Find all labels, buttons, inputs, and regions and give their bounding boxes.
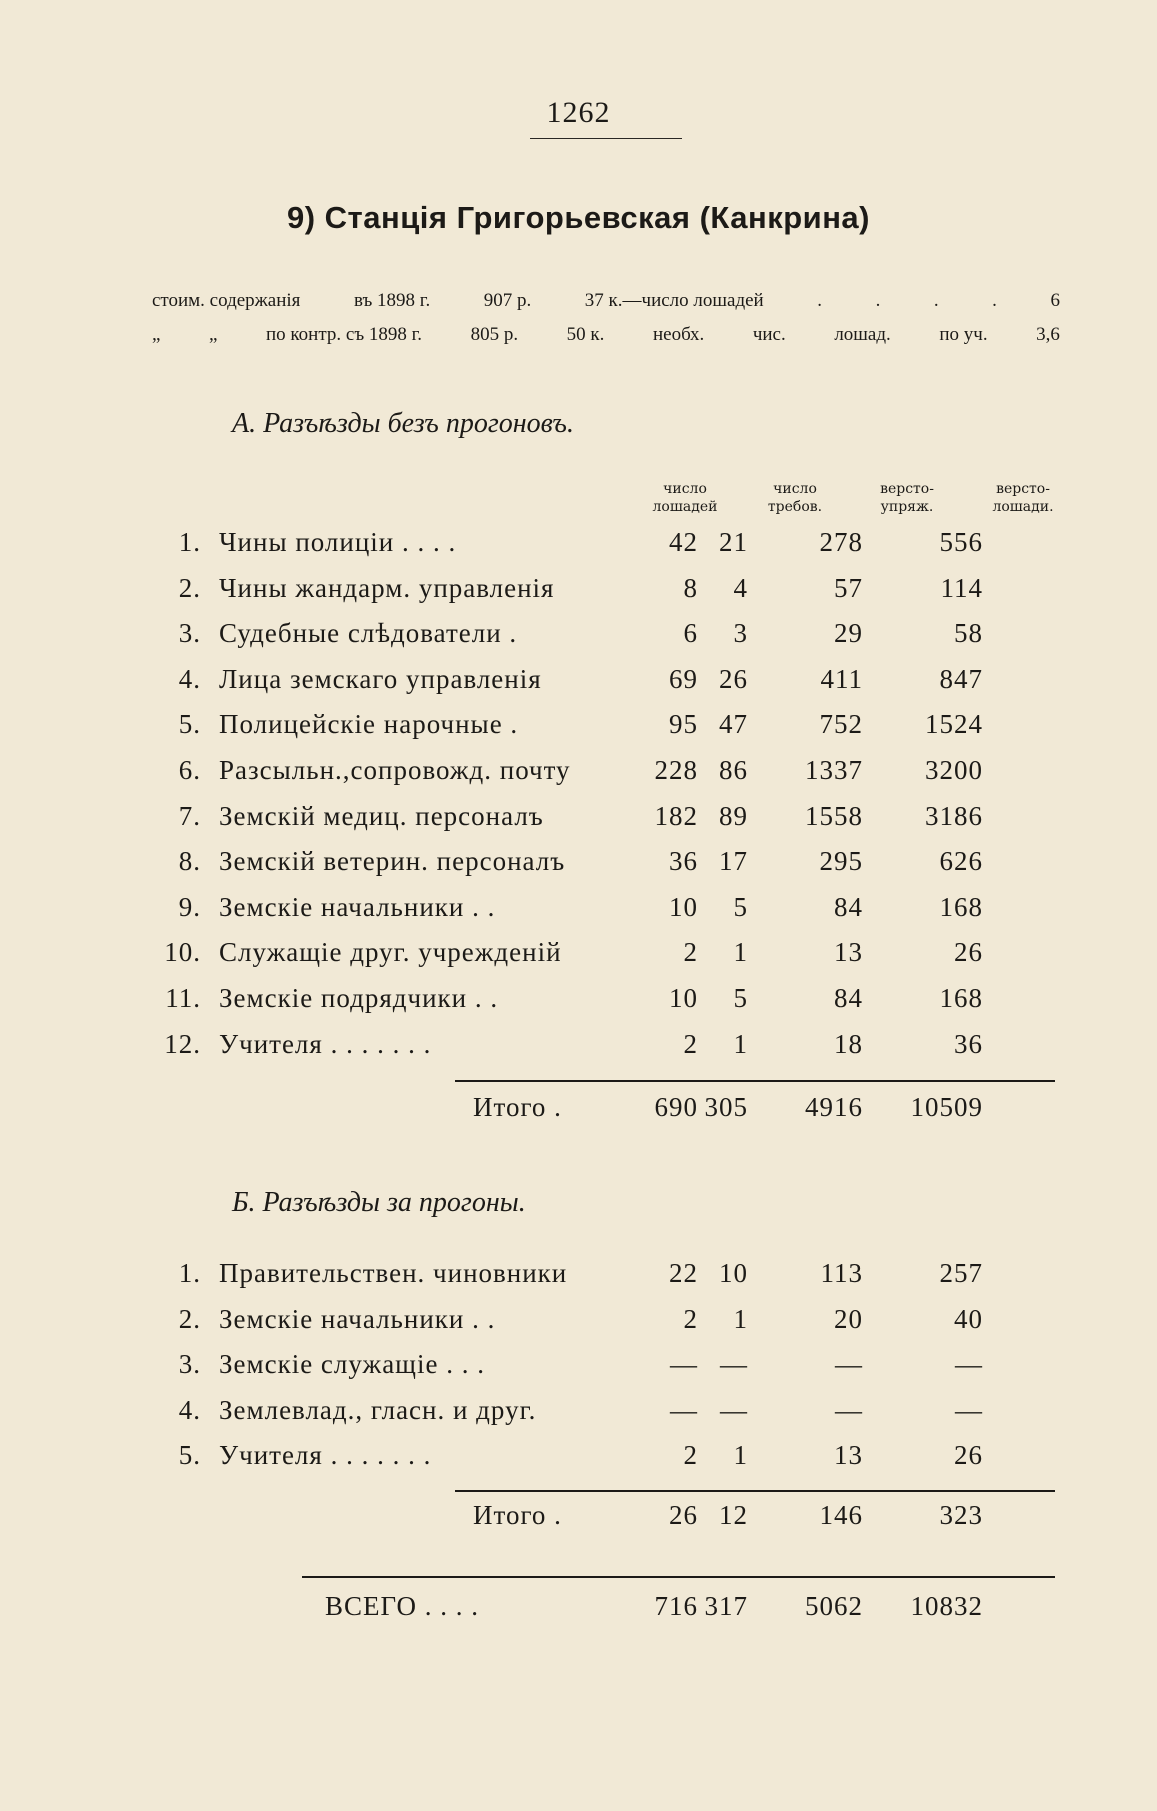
row-value-verst-teams: 20 [834,1303,863,1334]
row-number: 3. [178,618,201,649]
grand-total-cell: 10832 [910,1591,983,1621]
row-value-verst-horses: 556 [939,527,983,557]
row-value-horses: — [670,1394,698,1425]
column-header-line: требов. [767,499,823,515]
info-item: . [992,290,997,311]
row-label: Земскій ветерин. персоналъ [219,846,566,877]
row-value-verst-teams: 84 [834,891,863,922]
column-header-verst-teams [852,480,962,516]
row-value-verst-horses: 3186 [925,800,983,831]
row-value-horses: 36 [669,846,698,877]
row-number: 10. [164,937,201,968]
row-value-requests: 26 [719,663,748,694]
info-item: „ [152,324,161,345]
row-value-verst-horses: — [955,1394,983,1425]
section-b-total-row [145,1500,1065,1540]
row-label: Учителя . . . . . . . [219,1440,432,1470]
row-number: 12. [164,1028,201,1059]
table-row [145,1440,1065,1480]
table-row [145,983,1065,1023]
grand-total-row [145,1591,1065,1631]
row-value-verst-teams: 278 [819,527,863,557]
row-value-requests: — [720,1349,748,1379]
total-cell: 690 [654,1092,698,1122]
table-row [145,618,1065,658]
info-item: . [817,290,823,311]
row-number: 9. [178,891,201,922]
row-number: 3. [178,1349,201,1379]
row-value-verst-teams: — [835,1349,863,1379]
grand-total-rule [302,1576,1055,1578]
table-row [145,527,1065,567]
row-value-horses: 2 [683,1440,698,1470]
row-value-verst-teams: 752 [819,709,863,740]
info-item: по уч. [939,324,988,345]
row-value-verst-horses: — [955,1349,983,1379]
grand-total-label: ВСЕГО . . . . [325,1591,479,1621]
row-number: 4. [178,1394,201,1425]
info-item: 805 р. [470,324,519,345]
total-cell: 146 [819,1500,863,1530]
row-value-verst-teams: 1337 [805,755,863,785]
row-value-horses: 8 [683,572,698,603]
row-value-verst-horses: 114 [940,572,983,603]
row-label: Земскіе подрядчики . . [219,983,499,1013]
row-value-horses: 22 [669,1258,698,1288]
grand-total-cell: 317 [704,1591,748,1621]
row-value-verst-horses: 36 [954,1028,983,1059]
row-value-requests: 1 [733,1440,748,1470]
info-line-2 [152,324,1060,346]
row-value-requests: 17 [719,846,748,877]
row-number: 5. [178,709,201,740]
row-label: Земскіе служащіе . . . [219,1349,485,1379]
row-value-verst-horses: 26 [954,1440,983,1470]
table-row [145,937,1065,977]
column-header-verst-horses [968,480,1078,516]
total-label: Итого . [473,1500,562,1530]
row-value-verst-teams: 13 [834,1440,863,1470]
row-value-verst-horses: 168 [939,891,983,922]
row-label: Служащіе друг. учрежденій [219,937,562,968]
row-label: Чины полиціи . . . . [219,527,457,557]
table-row [145,709,1065,749]
table-row [145,1349,1065,1389]
row-value-requests: 4 [733,572,748,603]
column-header-line: лошадей [652,499,718,515]
total-cell: 10509 [910,1092,983,1122]
column-header-line: версто- [880,481,934,497]
column-header-line: число [663,481,707,497]
row-value-requests: 3 [733,618,748,649]
column-header-line: версто- [996,481,1050,497]
section-b-title: Б. Разъѣзды за прогоны. [232,1187,526,1218]
row-value-horses: 42 [669,527,698,557]
row-value-verst-horses: 626 [939,846,983,877]
table-row [145,1395,1065,1435]
row-number: 8. [178,846,201,877]
row-value-horses: 10 [669,983,698,1013]
table-row [145,1258,1065,1298]
row-label: Земскіе начальники . . [219,1303,496,1334]
section-a-total-row [145,1092,1065,1132]
row-number: 1. [178,527,201,557]
table-row [145,1029,1065,1069]
row-value-horses: 228 [654,755,698,785]
total-cell: 305 [704,1092,748,1122]
row-value-verst-horses: 168 [939,983,983,1013]
row-label: Судебные слѣдователи . [219,618,518,649]
total-cell: 12 [719,1500,748,1530]
row-value-requests: — [720,1394,748,1425]
row-value-verst-horses: 26 [954,937,983,968]
row-label: Лица земскаго управленія [219,663,542,694]
row-value-horses: — [670,1349,698,1379]
grand-total-cell: 716 [654,1591,698,1621]
total-cell: 323 [939,1500,983,1530]
info-item: 37 к.—число лошадей [584,290,764,311]
row-label: Земскій медиц. персоналъ [219,800,544,831]
row-label: Учителя . . . . . . . [219,1028,432,1059]
row-number: 2. [178,1303,201,1334]
row-label: Землевлад., гласн. и друг. [219,1394,537,1425]
section-a-title: А. Разъѣзды безъ прогоновъ. [232,408,574,439]
column-header-requests [740,480,850,516]
row-value-horses: 2 [683,1028,698,1059]
info-item: стоим. содержанія [152,290,301,311]
section-b-total-rule [455,1490,1055,1492]
row-number: 7. [178,800,201,831]
row-value-verst-teams: 57 [834,572,863,603]
row-value-horses: 2 [683,1303,698,1334]
row-value-verst-teams: 1558 [805,800,863,831]
info-item: . [875,290,881,311]
row-value-verst-teams: 29 [834,618,863,649]
row-label: Полицейскіе нарочные . [219,709,519,740]
row-value-horses: 69 [669,663,698,694]
row-value-verst-teams: 18 [834,1028,863,1059]
row-number: 4. [178,663,201,694]
info-item: 50 к. [566,324,605,345]
row-number: 1. [178,1258,201,1288]
info-item: 6 [1050,290,1060,311]
column-header-line: упряж. [880,499,934,515]
row-value-verst-horses: 40 [954,1303,983,1334]
row-value-verst-teams: 295 [819,846,863,877]
row-label: Земскіе начальники . . [219,891,496,922]
row-value-verst-horses: 257 [939,1258,983,1288]
row-value-verst-teams: 84 [834,983,863,1013]
row-value-verst-horses: 58 [954,618,983,649]
info-item: въ 1898 г. [353,290,431,311]
row-value-requests: 21 [719,527,748,557]
column-header-line: лошади. [992,499,1054,515]
row-value-horses: 182 [654,800,698,831]
row-label: Разсыльн.,сопровожд. почту [219,755,571,785]
total-cell: 26 [669,1500,698,1530]
grand-total-cell: 5062 [805,1591,863,1621]
table-row [145,755,1065,795]
total-cell: 4916 [805,1092,863,1122]
row-value-verst-horses: 847 [939,663,983,694]
info-item: „ [209,324,218,345]
table-row [145,846,1065,886]
row-value-verst-horses: 1524 [925,709,983,740]
row-value-verst-horses: 3200 [925,755,983,785]
info-item: . [933,290,939,311]
section-a-total-rule [455,1080,1055,1082]
row-number: 5. [178,1440,201,1470]
row-value-requests: 47 [719,709,748,740]
row-value-horses: 10 [669,891,698,922]
info-item: 907 р. [483,290,532,311]
row-value-requests: 86 [719,755,748,785]
info-line-1 [152,290,1060,312]
table-row [145,892,1065,932]
info-item: чис. [752,324,786,345]
table-row [145,664,1065,704]
row-value-requests: 1 [733,1303,748,1334]
row-value-requests: 1 [733,937,748,968]
row-value-horses: 2 [683,937,698,968]
row-value-requests: 10 [719,1258,748,1288]
row-value-horses: 95 [669,709,698,740]
row-number: 11. [165,983,201,1013]
row-value-verst-teams: 113 [820,1258,863,1288]
row-value-verst-teams: — [835,1394,863,1425]
info-item: лошад. [834,324,891,345]
row-label: Чины жандарм. управленія [219,572,555,603]
row-value-horses: 6 [683,618,698,649]
row-value-requests: 5 [733,891,748,922]
column-header-line: число [773,481,817,497]
table-row [145,1304,1065,1344]
info-item: 3,6 [1036,324,1060,345]
page-number-rule [530,138,682,139]
row-value-requests: 89 [719,800,748,831]
table-row [145,573,1065,613]
row-value-verst-teams: 13 [834,937,863,968]
column-header-horses [630,480,740,516]
page-number: 1262 [546,96,611,129]
row-label: Правительствен. чиновники [219,1258,568,1288]
row-number: 2. [178,572,201,603]
row-number: 6. [178,755,201,785]
row-value-requests: 1 [733,1028,748,1059]
info-item: по контр. съ 1898 г. [266,324,423,345]
table-row [145,801,1065,841]
row-value-requests: 5 [733,983,748,1013]
info-item: необх. [652,324,705,345]
row-value-verst-teams: 411 [820,663,863,694]
total-label: Итого . [473,1092,562,1122]
station-title: 9) Станція Григорьевская (Канкрина) [286,200,870,235]
